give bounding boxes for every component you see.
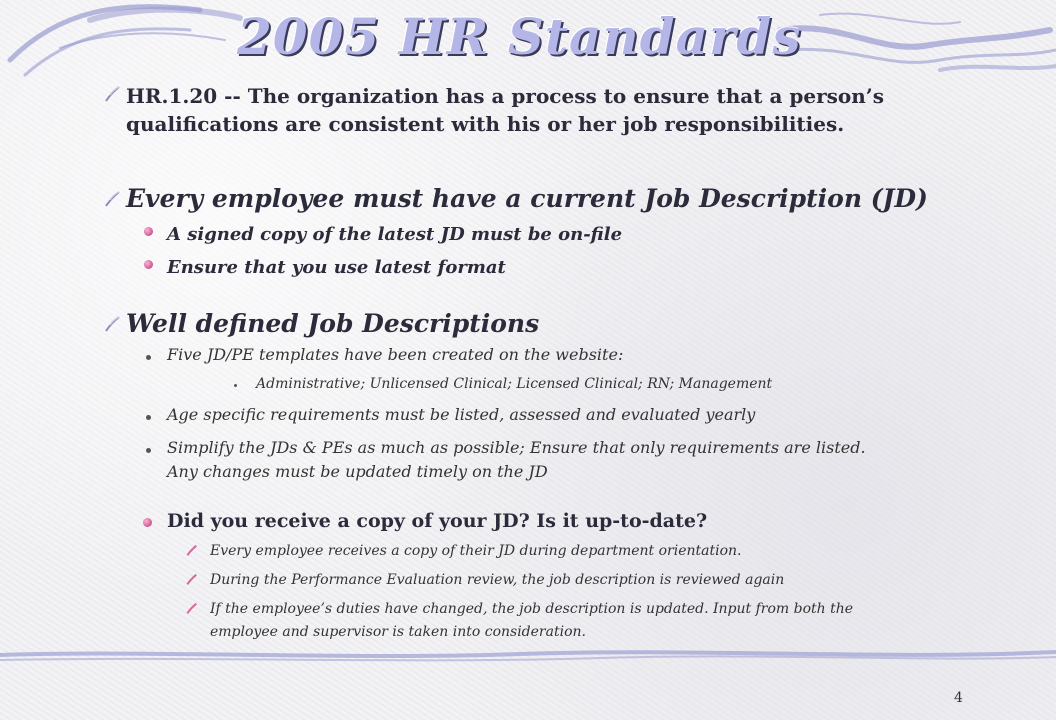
pink-feather-icon: [186, 574, 197, 585]
question-item-continued: employee and supervisor is taken into consideration.: [210, 624, 586, 640]
section-1-heading: Every employee must have a current Job Description (JD): [126, 184, 928, 213]
small-dot-icon: [146, 355, 151, 360]
pink-dot-icon: [144, 227, 153, 236]
section-2-point: Simplify the JDs & PEs as much as possible; Ensure that only requirements are listed.: [167, 438, 866, 457]
question-heading: Did you receive a copy of your JD? Is it up-to-date?: [167, 510, 708, 532]
slide-title: 2005 HR Standards: [237, 7, 802, 66]
standard-line-2: qualifications are consistent with his or her job responsibilities.: [126, 112, 845, 136]
small-dot-icon: [146, 415, 151, 420]
pink-dot-icon: [143, 518, 152, 527]
quill-icon: [104, 86, 120, 102]
section-2-template-list: Administrative; Unlicensed Clinical; Licensed Clinical; RN; Management: [256, 376, 773, 392]
quill-icon: [104, 316, 120, 332]
small-dot-icon: [146, 448, 151, 453]
pink-feather-icon: [186, 545, 197, 556]
page-number: 4: [954, 690, 963, 706]
quill-icon: [104, 191, 120, 207]
small-dot-icon: [234, 384, 237, 387]
pink-feather-icon: [186, 603, 197, 614]
section-1-bullet: Ensure that you use latest format: [167, 257, 506, 278]
question-item: Every employee receives a copy of their JD during department orientation.: [210, 543, 742, 559]
question-item: During the Performance Evaluation review, the job description is reviewed again: [210, 572, 785, 588]
standard-line-1: HR.1.20 -- The organization has a process to ensure that a person’s: [126, 84, 884, 108]
section-2-point: Five JD/PE templates have been created on the website:: [167, 345, 624, 364]
section-2-point: Age specific requirements must be listed, assessed and evaluated yearly: [167, 405, 756, 424]
question-item: If the employee’s duties have changed, the job description is updated. Input from both the: [210, 601, 854, 617]
section-2-point-continued: Any changes must be updated timely on the JD: [167, 462, 548, 481]
section-1-bullet: A signed copy of the latest JD must be on-file: [167, 224, 623, 245]
section-2-heading: Well defined Job Descriptions: [126, 309, 540, 338]
pink-dot-icon: [144, 260, 153, 269]
